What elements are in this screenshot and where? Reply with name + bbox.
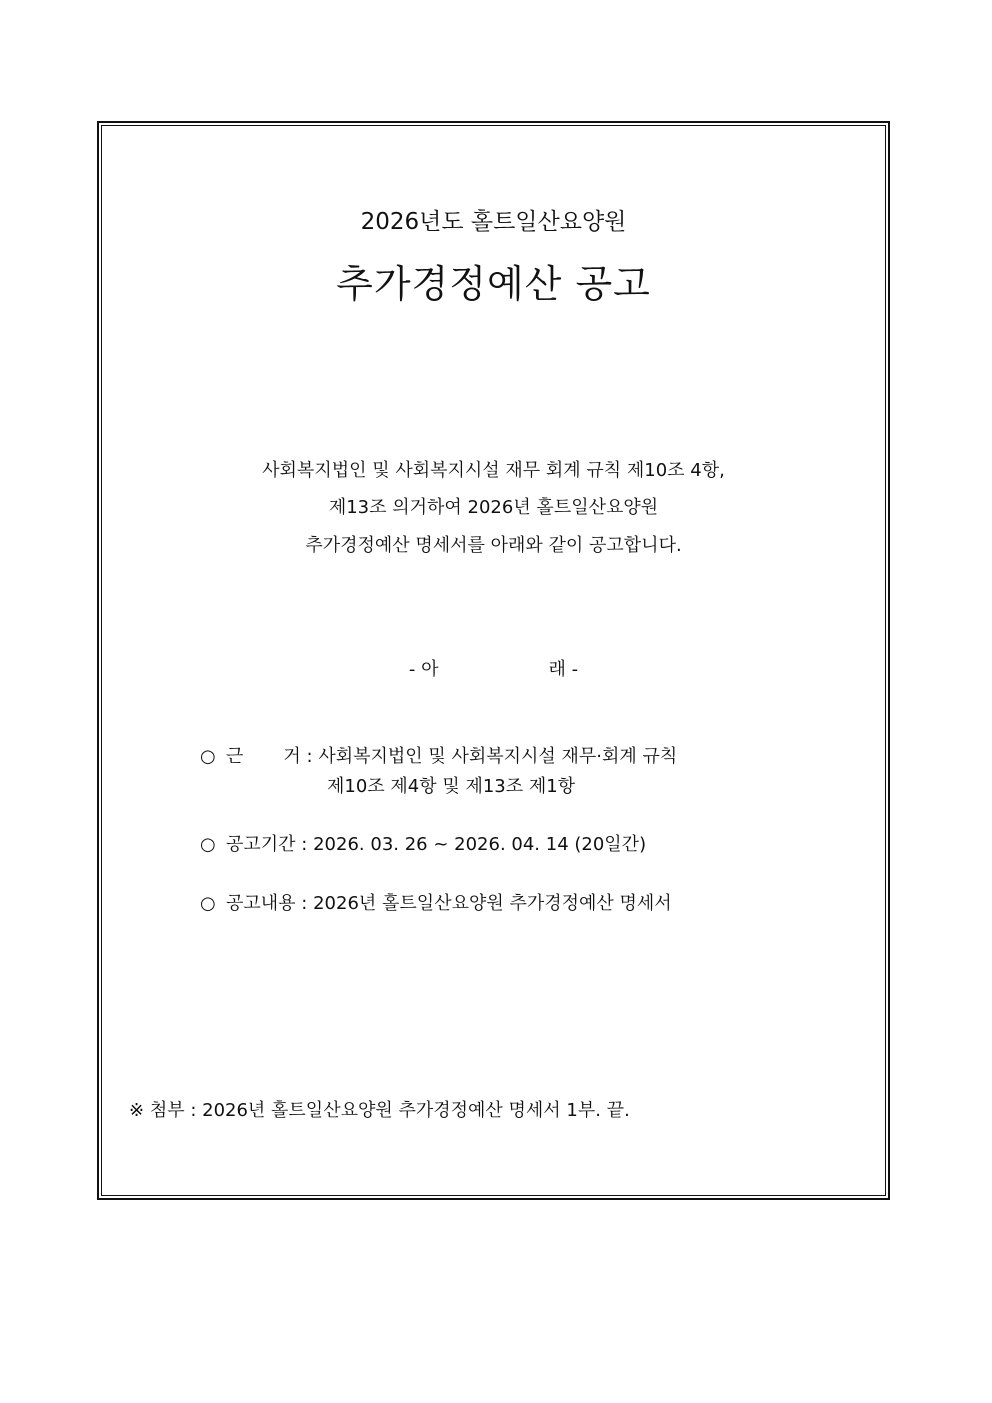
period-label: 공고기간 [226,834,296,855]
attachment-text: 첨부 : 2026년 홀트일산요양원 추가경정예산 명세서 1부. 끝. [149,1100,630,1121]
content-item [200,889,672,915]
circle-bullet-icon: ○ [200,893,216,914]
page-title: 추가경정예산 공고 [336,262,651,306]
are-heading-left: - 아 [408,659,439,680]
basis-value-line-1: 사회복지법인 및 사회복지시설 재무·회계 규칙 [318,746,678,767]
content-separator: : [301,893,308,914]
basis-separator: : [306,746,313,767]
basis-item [200,742,677,768]
period-item [200,830,646,856]
basis-value-line-2: 제10조 제4항 및 제13조 제1항 [327,776,576,797]
reference-mark-icon: ※ [129,1100,145,1121]
intro-line-2: 제13조 의거하여 2026년 홀트일산요양원 [328,497,659,518]
basis-label-b: 거 [283,746,301,767]
basis-label-a: 근 [226,746,244,767]
basis-label [226,742,301,768]
intro-line-1: 사회복지법인 및 사회복지시설 재무 회계 규칙 제10조 4항, [262,460,725,481]
period-value: 2026. 03. 26 ~ 2026. 04. 14 (20일간) [313,834,647,855]
period-separator: : [301,834,308,855]
intro-line-3: 추가경정예산 명세서를 아래와 같이 공고합니다. [305,535,682,556]
attachment-note [129,1096,630,1122]
content-value: 2026년 홀트일산요양원 추가경정예산 명세서 [313,893,672,914]
are-heading [97,655,890,681]
circle-bullet-icon: ○ [200,746,216,767]
content-label: 공고내용 [226,893,296,914]
circle-bullet-icon: ○ [200,834,216,855]
are-heading-right: 래 - [548,659,579,680]
title-year-line: 2026년도 홀트일산요양원 [360,209,627,235]
